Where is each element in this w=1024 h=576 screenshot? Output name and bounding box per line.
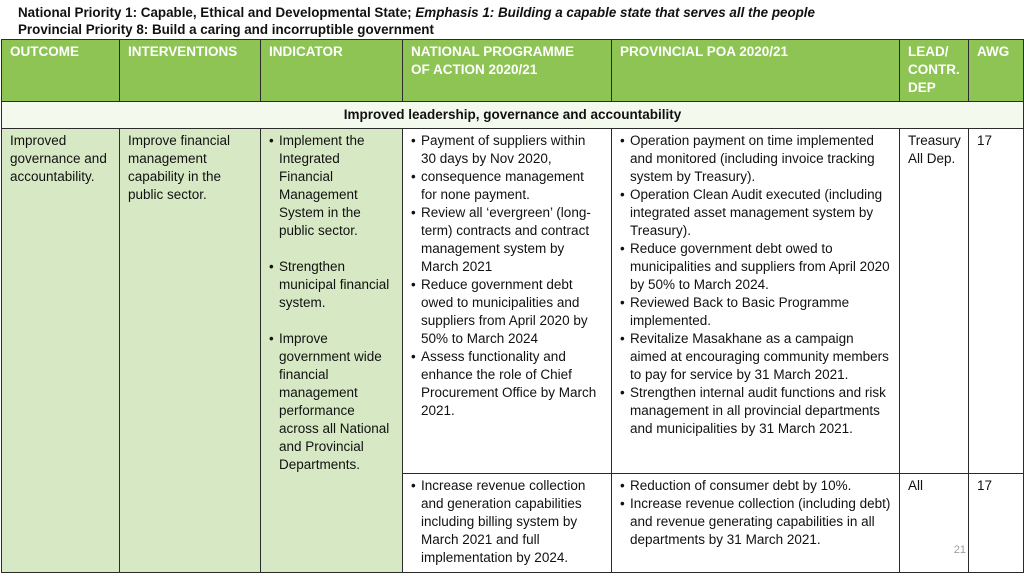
header-awg: AWG bbox=[969, 40, 1024, 102]
lead-dep-line1: Treasury bbox=[908, 133, 961, 148]
ppoa-list bbox=[620, 132, 891, 438]
awg-cell: 17 bbox=[969, 129, 1024, 474]
list-item: • Reduce government debt owed to municipalities and suppliers from April 2020 by 50% to March 2024. bbox=[620, 240, 891, 294]
list-item: • Operation Clean Audit executed (including integrated asset management system by Treasury). bbox=[620, 186, 891, 240]
npoa-list bbox=[411, 132, 603, 420]
title-emphasis: Emphasis 1: Building a capable state that serves all the people bbox=[415, 5, 815, 20]
header-indicator: INDICATOR bbox=[261, 40, 403, 102]
list-item: • Improve government wide financial management performance across all National and Provincial Departments. bbox=[269, 330, 394, 474]
awg-cell: 17 bbox=[969, 474, 1024, 573]
page-title bbox=[18, 4, 1018, 38]
provincial-poa-cell bbox=[612, 129, 900, 474]
title-line-2: Provincial Priority 8: Build a caring and incorruptible government bbox=[18, 22, 434, 37]
national-programme-cell bbox=[403, 474, 612, 573]
title-line-1 bbox=[18, 4, 1018, 21]
header-lead-line2: CONTR. bbox=[908, 62, 960, 77]
provincial-poa-cell bbox=[612, 474, 900, 573]
header-row bbox=[2, 40, 1024, 102]
national-programme-cell bbox=[403, 129, 612, 474]
npoa-list bbox=[411, 477, 603, 567]
list-item: • Reduce government debt owed to municipalities and suppliers from April 2020 by 50% to March 2024 bbox=[411, 276, 603, 348]
indicator-cell bbox=[261, 129, 403, 573]
list-item: • Increase revenue collection and generation capabilities including billing system by March 2021 and full implementation by 2024. bbox=[411, 477, 603, 567]
list-item: • Review all ‘evergreen’ (long-term) contracts and contract management system by March 2021 bbox=[411, 204, 603, 276]
section-label: Improved leadership, governance and accountability bbox=[2, 102, 1024, 129]
slide-number: 21 bbox=[953, 544, 966, 556]
header-outcome: OUTCOME bbox=[2, 40, 120, 102]
list-item: • consequence management for none payment. bbox=[411, 168, 603, 204]
header-interventions: INTERVENTIONS bbox=[120, 40, 261, 102]
header-lead-line1: LEAD/ bbox=[908, 44, 949, 59]
lead-dep-line2: All Dep. bbox=[908, 151, 956, 166]
interventions-cell: Improve financial management capability in the public sector. bbox=[120, 129, 261, 573]
list-item: • Strengthen internal audit functions and risk management in all provincial departments and municipalities by 31 March 2021. bbox=[620, 384, 891, 438]
list-item: • Implement the Integrated Financial Management System in the public sector. bbox=[269, 132, 394, 240]
list-item: • Assess functionality and enhance the role of Chief Procurement Office by March 2021. bbox=[411, 348, 603, 420]
list-item: • Reviewed Back to Basic Programme implemented. bbox=[620, 294, 891, 330]
lead-dep-cell bbox=[900, 129, 969, 474]
lead-dep-cell: All bbox=[900, 474, 969, 573]
priority-table bbox=[1, 39, 1024, 573]
indicator-list bbox=[269, 132, 394, 474]
header-lead-line3: DEP bbox=[908, 80, 936, 95]
header-national-programme bbox=[403, 40, 612, 102]
table-row bbox=[2, 129, 1024, 474]
header-npoa-line2: OF ACTION 2020/21 bbox=[411, 62, 538, 77]
list-item: • Strengthen municipal financial system. bbox=[269, 258, 394, 312]
list-item: • Operation payment on time implemented and monitored (including invoice tracking system by Treasury). bbox=[620, 132, 891, 186]
section-row bbox=[2, 102, 1024, 129]
header-npoa-line1: NATIONAL PROGRAMME bbox=[411, 44, 574, 59]
list-item: • Reduction of consumer debt by 10%. bbox=[620, 477, 891, 495]
ppoa-list bbox=[620, 477, 891, 549]
header-provincial-poa: PROVINCIAL POA 2020/21 bbox=[612, 40, 900, 102]
list-item: • Revitalize Masakhane as a campaign aimed at encouraging community members to pay for service by 31 March 2021. bbox=[620, 330, 891, 384]
header-lead-dep bbox=[900, 40, 969, 102]
outcome-cell: Improved governance and accountability. bbox=[2, 129, 120, 573]
list-item: • Increase revenue collection (including debt) and revenue generating capabilities in all departments by 31 March 2021. bbox=[620, 495, 891, 549]
list-item: • Payment of suppliers within 30 days by Nov 2020, bbox=[411, 132, 603, 168]
title-priority: National Priority 1: Capable, Ethical and Developmental State; bbox=[18, 5, 416, 20]
